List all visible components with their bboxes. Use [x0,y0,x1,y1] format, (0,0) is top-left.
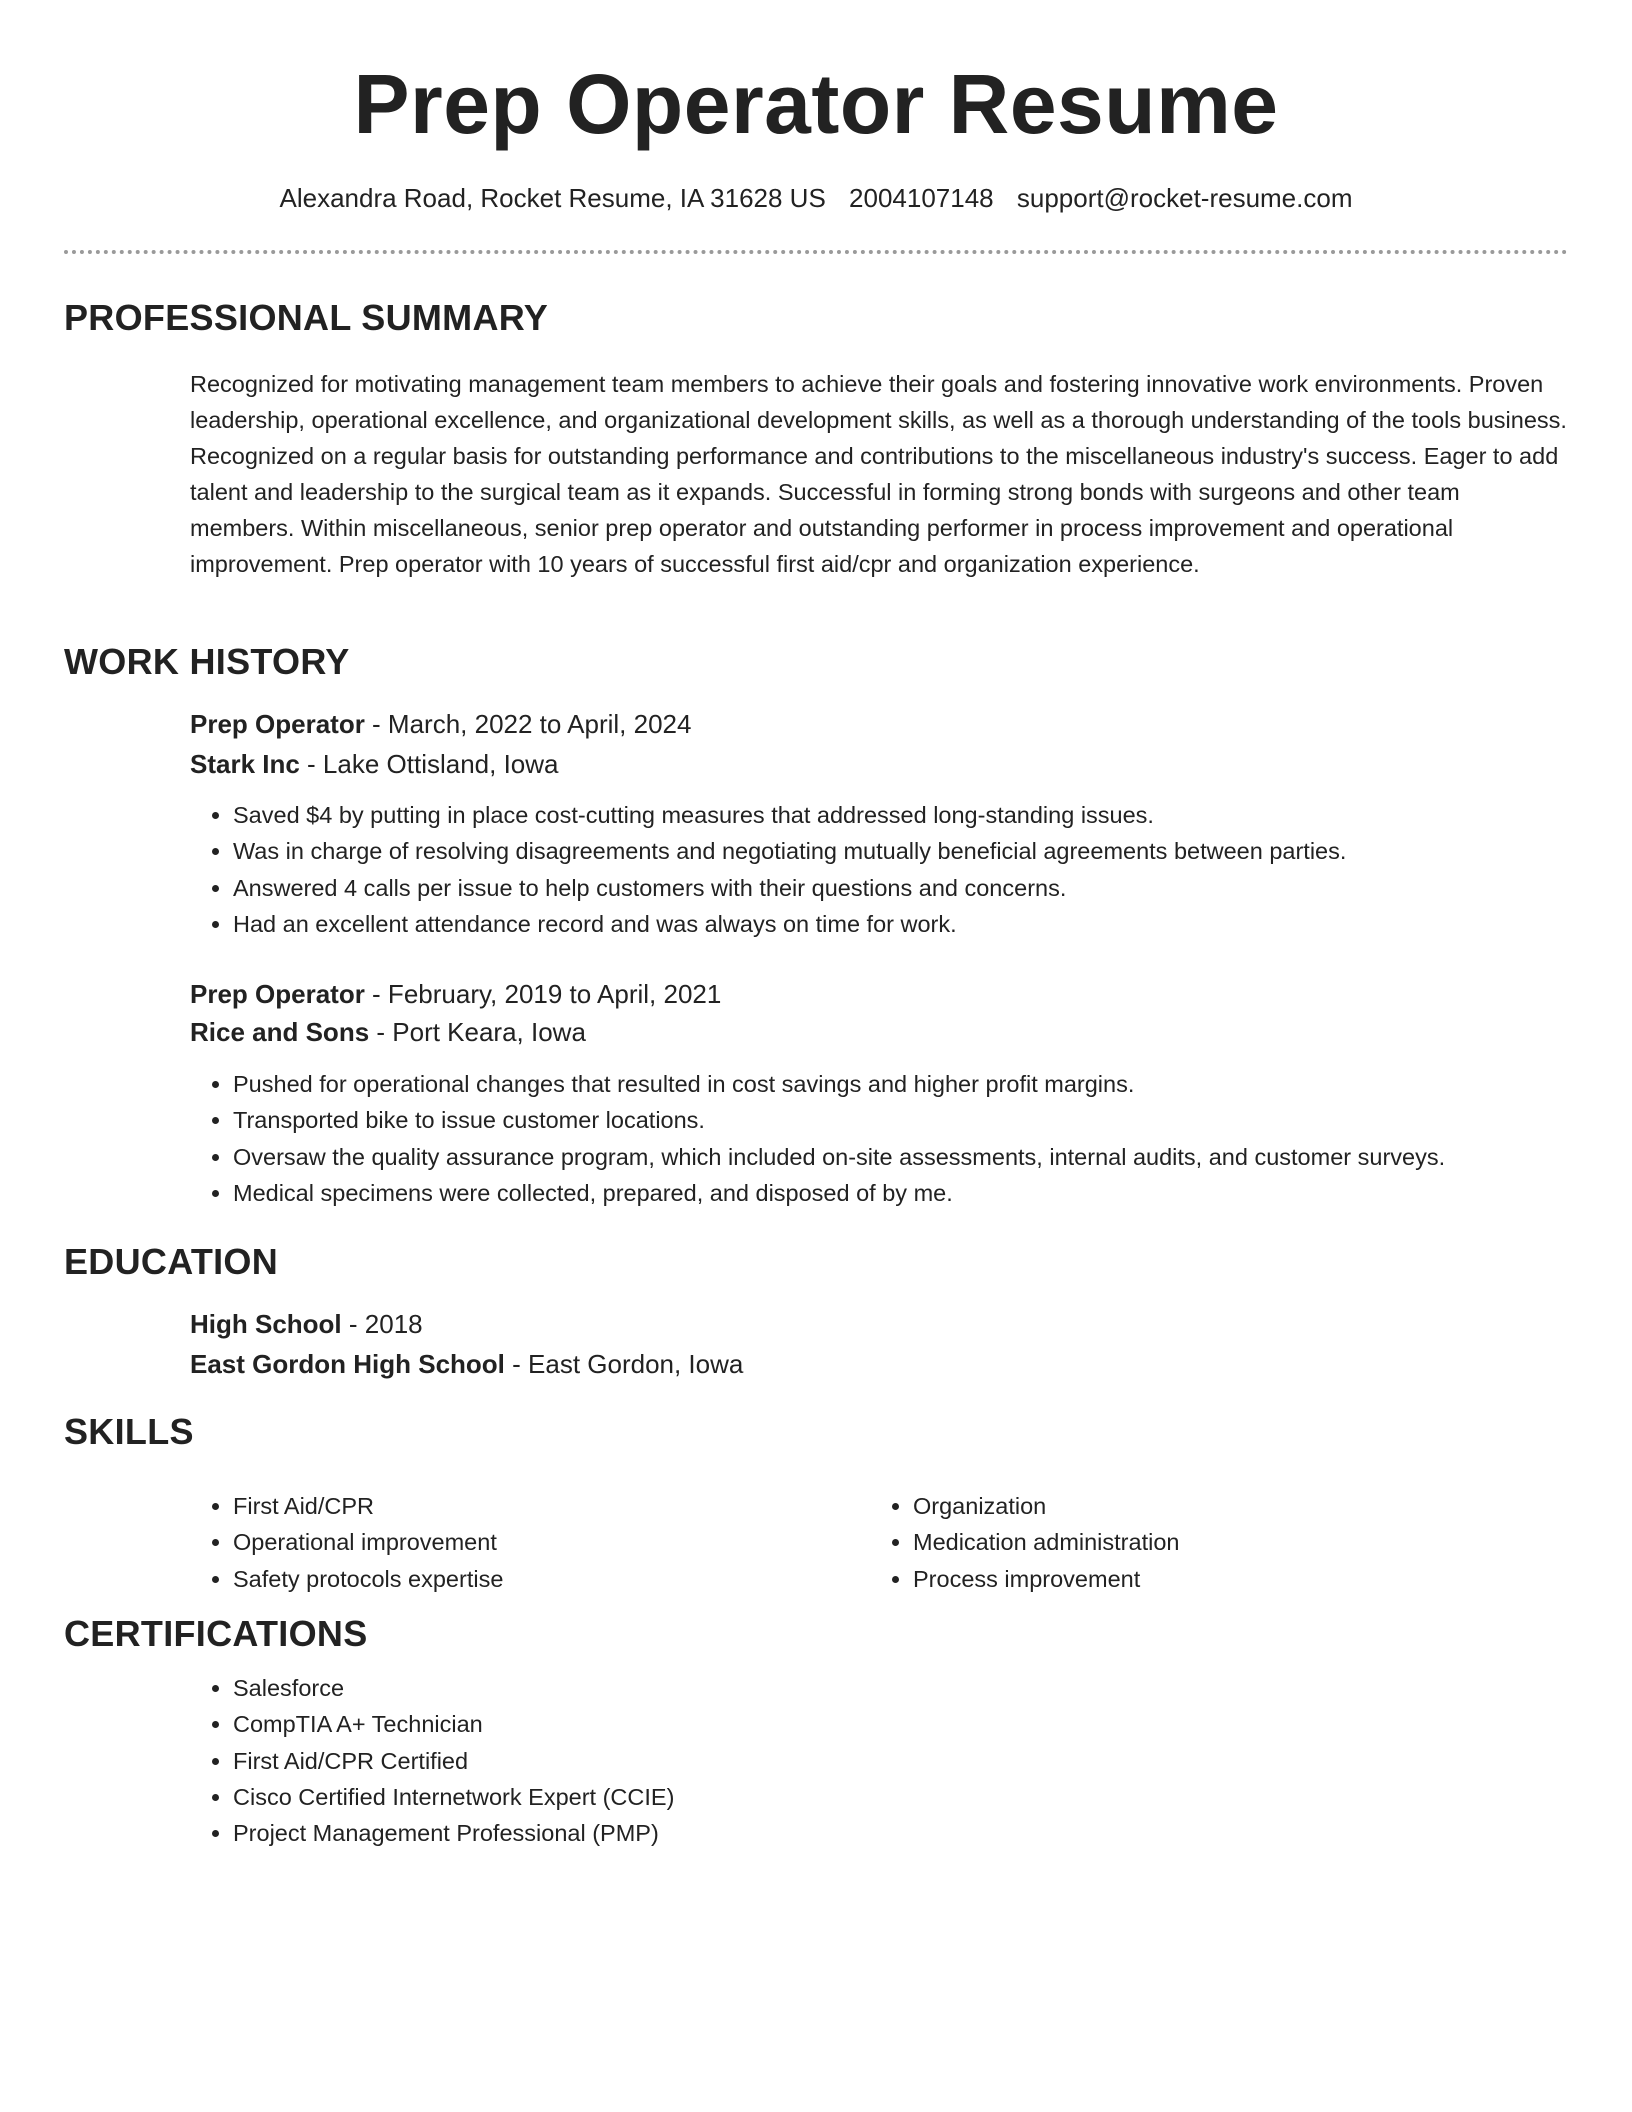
list-item: • Saved $4 by putting in place cost-cutting measures that addressed long-standing issues. [233,797,1346,833]
job-2-bullets [190,1066,1445,1211]
certification-item: • First Aid/CPR Certified [233,1743,674,1779]
list-item: • Transported bike to issue customer locations. [233,1102,1445,1138]
skills-column-2 [870,1488,1179,1597]
skill-item: • Operational improvement [233,1524,503,1560]
job-1-bullets [190,797,1346,942]
job-1-title: Prep Operator [190,709,365,739]
job-2-title-line [190,976,721,1012]
contact-phone: 2004107148 [849,183,994,213]
skill-item: • Process improvement [913,1561,1179,1597]
job-2-location: - Port Keara, Iowa [369,1017,586,1047]
resume-title: Prep Operator Resume [353,57,1279,151]
skill-item: • Organization [913,1488,1179,1524]
education-location: - East Gordon, Iowa [504,1349,744,1379]
contact-line [0,180,1632,216]
job-1-dates: - March, 2022 to April, 2024 [364,709,692,739]
job-1-company-line [190,746,559,782]
education-school: East Gordon High School [190,1349,505,1379]
section-title-summary: PROFESSIONAL SUMMARY [64,297,549,338]
contact-address: Alexandra Road, Rocket Resume, IA 31628 US [279,183,826,213]
contact-email: support@rocket-resume.com [1016,183,1353,213]
job-2-company-line [190,1014,586,1050]
list-item: • Pushed for operational changes that resulted in cost savings and higher profit margins. [233,1066,1445,1102]
summary-text: Recognized for motivating management team members to achieve their goals and fostering innovative work environments. Proven leadership, operational excellence, and organizational development skills, as well as a thorough understanding of the tools business. Recognized on a regular basis for outstanding performance and contributions to the miscellaneous industry's success. Eager to add talent and leadership to the surgical team as it expands. Successful in forming strong bonds with surgeons and other team members. Within miscellaneous, senior prep operator and outstanding performer in process improvement and operational improvement. Prep operator with 10 years of successful first aid/cpr and organization experience. [190,371,1567,577]
education-school-line [190,1346,743,1382]
education-degree-line [190,1306,423,1342]
job-1-title-line [190,706,691,742]
header-divider [64,250,1568,254]
job-1-company: Stark Inc [190,749,300,779]
certification-item: • Salesforce [233,1670,674,1706]
list-item: • Oversaw the quality assurance program, which included on-site assessments, internal audits, and customer surveys. [233,1139,1445,1175]
education-year: - 2018 [341,1309,423,1339]
job-2-dates: - February, 2019 to April, 2021 [364,979,722,1009]
job-1-location: - Lake Ottisland, Iowa [299,749,559,779]
section-title-work-history: WORK HISTORY [64,641,350,682]
section-title-skills: SKILLS [64,1411,194,1452]
certification-item: • Cisco Certified Internetwork Expert (CCIE) [233,1779,674,1815]
skills-column-1 [190,1488,503,1597]
skill-item: • Medication administration [913,1524,1179,1560]
certification-item: • CompTIA A+ Technician [233,1706,674,1742]
job-2-company: Rice and Sons [190,1017,370,1047]
list-item: • Medical specimens were collected, prepared, and disposed of by me. [233,1175,1445,1211]
skill-item: • First Aid/CPR [233,1488,503,1524]
list-item: • Answered 4 calls per issue to help customers with their questions and concerns. [233,870,1346,906]
section-title-education: EDUCATION [64,1241,279,1282]
certification-item: • Project Management Professional (PMP) [233,1815,674,1851]
list-item: • Had an excellent attendance record and was always on time for work. [233,906,1346,942]
job-2-title: Prep Operator [190,979,365,1009]
section-title-certifications: CERTIFICATIONS [64,1613,368,1654]
list-item: • Was in charge of resolving disagreements and negotiating mutually beneficial agreements between parties. [233,833,1346,869]
certifications-list [190,1670,674,1851]
skill-item: • Safety protocols expertise [233,1561,503,1597]
education-degree: High School [190,1309,342,1339]
